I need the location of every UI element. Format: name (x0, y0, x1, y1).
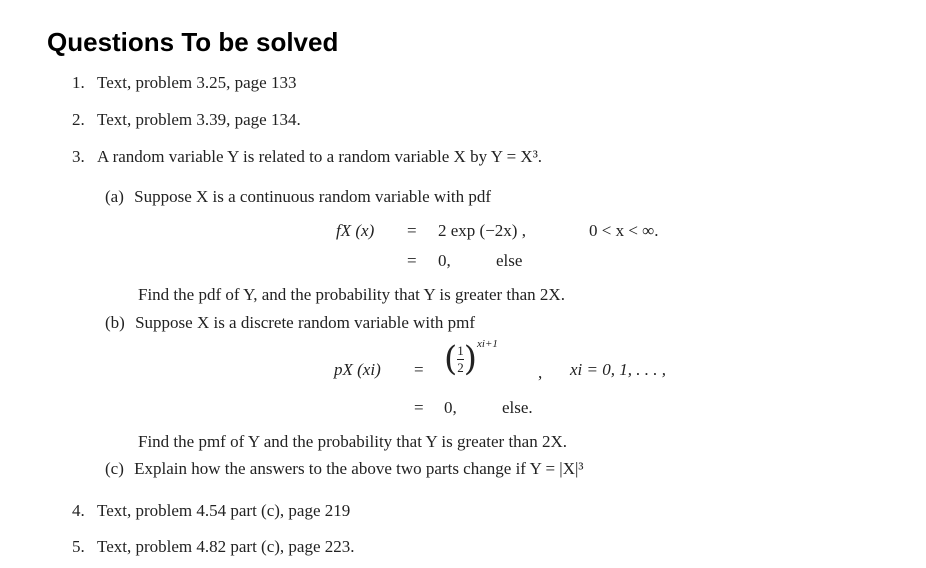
pdf-equals-2: = (407, 251, 417, 270)
item-text: Text, problem 3.39, page 134. (97, 110, 301, 129)
pdf-lhs: fX (x) (336, 221, 375, 240)
sub-item-c (105, 459, 584, 479)
pdf-condition-1: 0 < x < ∞. (589, 221, 659, 240)
item-text: Text, problem 4.82 part (c), page 223. (97, 537, 355, 556)
pmf-condition-2: else. (502, 398, 533, 417)
sub-item-label: (c) (105, 459, 124, 478)
item-number: 4. (72, 501, 85, 520)
part-a-find: Find the pdf of Y, and the probability that Y is greater than 2X. (138, 285, 565, 304)
list-item-4 (72, 501, 350, 521)
sub-item-b (105, 313, 475, 333)
sub-item-text: Suppose X is a discrete random variable with pmf (135, 313, 475, 332)
item-text: A random variable Y is related to a random variable X by Y = X³. (97, 147, 543, 166)
item-text: Text, problem 4.54 part (c), page 219 (97, 501, 351, 520)
pmf-rhs-2: 0, (444, 398, 457, 417)
sub-item-label: (a) (105, 187, 124, 206)
item-number: 3. (72, 147, 85, 166)
sub-item-a (105, 187, 491, 207)
sub-item-label: (b) (105, 313, 125, 332)
pdf-rhs-1: 2 exp (−2x) , (438, 221, 526, 240)
pdf-condition-2: else (496, 251, 523, 270)
fraction-denominator: 2 (457, 359, 464, 375)
pdf-rhs-2: 0, (438, 251, 451, 270)
fraction-numerator: 1 (457, 342, 464, 358)
page-title: Questions To be solved (47, 27, 339, 57)
exponent: xi+1 (477, 337, 498, 350)
item-text: Text, problem 3.25, page 133 (97, 73, 297, 92)
item-number: 2. (72, 110, 85, 129)
right-paren: ) (463, 339, 478, 379)
sub-item-text: Explain how the answers to the above two parts change if Y = |X|³ (134, 459, 584, 478)
list-item-3 (72, 147, 542, 167)
list-item-2 (72, 110, 301, 130)
list-item-1 (72, 73, 296, 93)
left-paren: ( (444, 339, 458, 379)
pdf-equals-1: = (407, 221, 417, 240)
pmf-power (444, 337, 498, 392)
item-number: 1. (72, 73, 85, 92)
pmf-condition-1: xi = 0, 1, . . . , (570, 360, 666, 379)
pmf-equals-1: = (414, 360, 424, 379)
part-b-find: Find the pmf of Y and the probability that Y is greater than 2X. (138, 432, 567, 451)
pmf-lhs: pX (xi) (334, 360, 381, 379)
list-item-5 (72, 537, 355, 557)
sub-item-text: Suppose X is a continuous random variable with pdf (134, 187, 492, 206)
item-number: 5. (72, 537, 85, 556)
pmf-equals-2: = (414, 398, 424, 417)
pmf-comma: , (538, 363, 543, 382)
